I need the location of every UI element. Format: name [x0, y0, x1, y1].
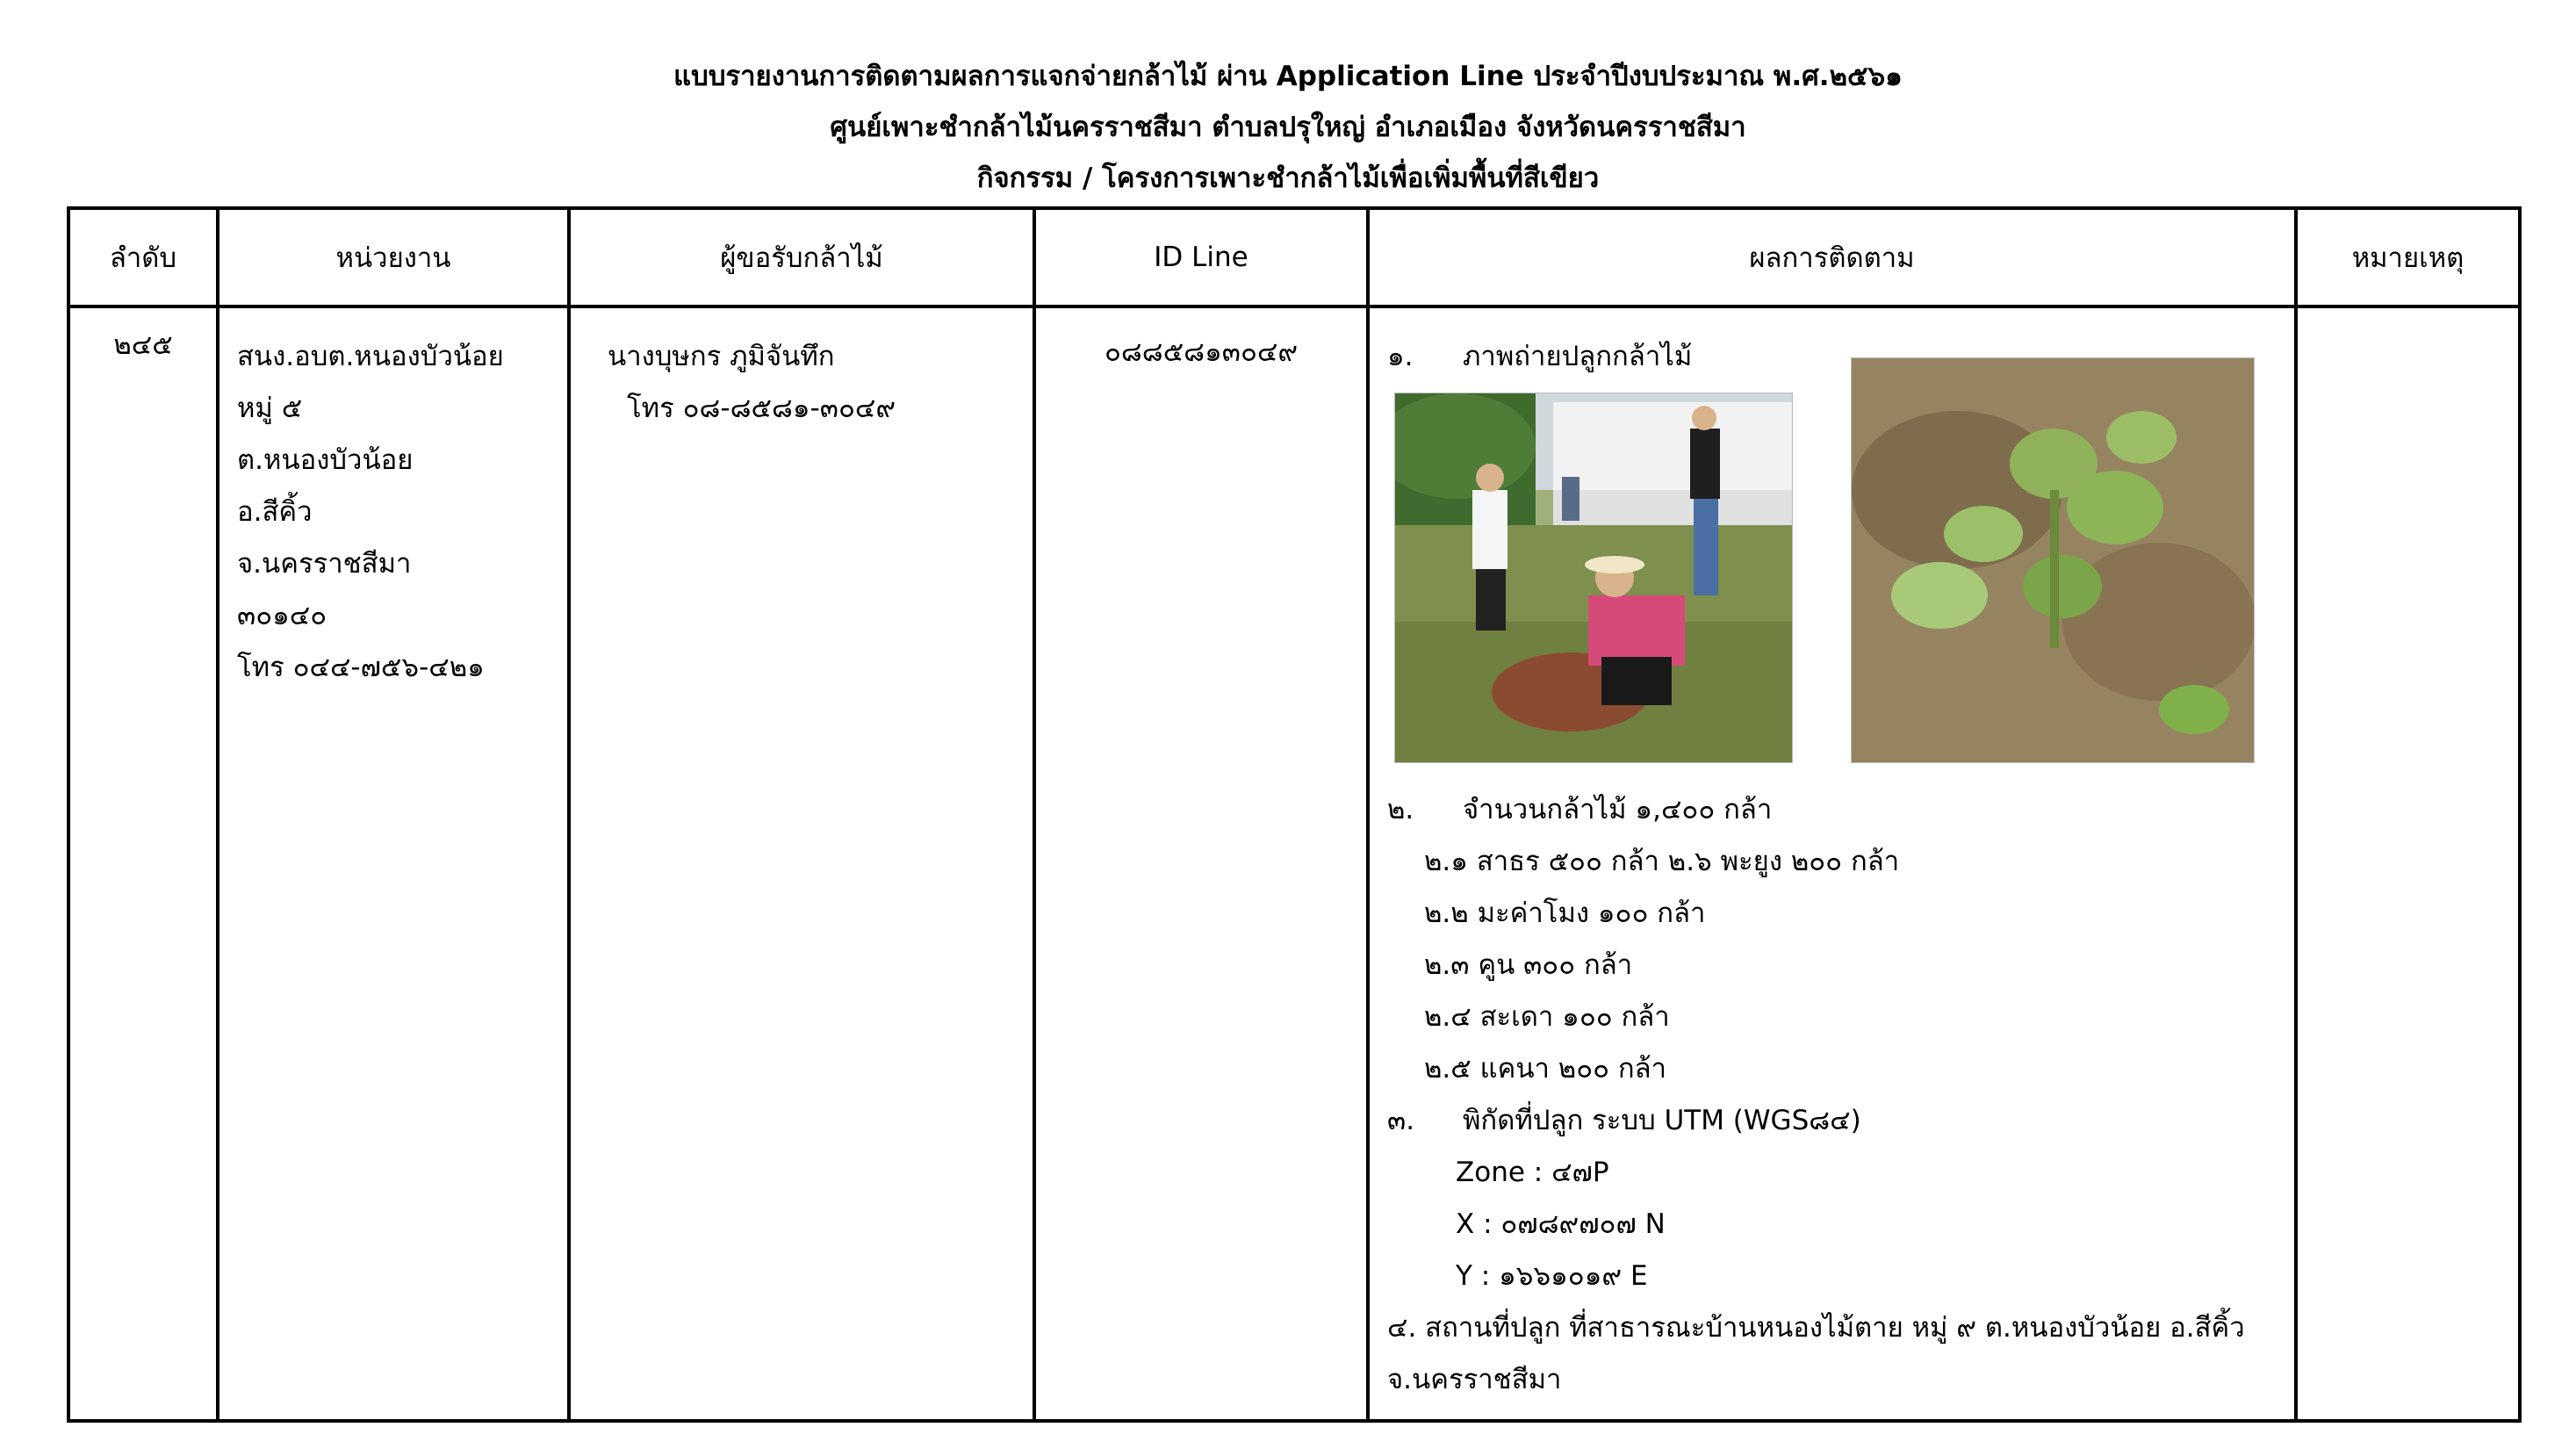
result-item-4: ๔. สถานที่ปลูก ที่สาธารณะบ้านหนองไม้ตาย หมู่ ๙ ต.หนองบัวน้อย อ.สีคิ้ว	[1387, 1312, 2245, 1344]
agency-line: สนง.อบต.หนองบัวน้อย	[237, 341, 504, 372]
recipient-cell	[569, 306, 1034, 1421]
result-item-4-cont: จ.นครราชสีมา	[1387, 1364, 1562, 1395]
agency-cell	[218, 306, 569, 1421]
agency-line: ต.หนองบัวน้อย	[237, 444, 414, 476]
item-number: ๑.	[1387, 341, 1414, 372]
seq-cell	[68, 306, 218, 1421]
document-title	[0, 51, 2576, 204]
table-row	[68, 306, 2520, 1421]
planting-photo-image	[1395, 393, 1792, 762]
coord-y: Y : ๑๖๖๑๐๑๙ E	[1456, 1260, 1648, 1292]
col-header-recipient: ผู้ขอรับกล้าไม้	[569, 208, 1034, 306]
item-label: จำนวนกล้าไม้ ๑,๔๐๐ กล้า	[1463, 794, 1773, 825]
result-item-3	[1387, 1095, 1861, 1147]
agency-line: โทร ๐๔๔-๗๕๖-๔๒๑	[237, 652, 485, 683]
sub-item: ๒.๒ มะค่าโมง ๑๐๐ กล้า	[1424, 898, 1706, 929]
sub-item: ๒.๔ สะเดา ๑๐๐ กล้า	[1424, 1001, 1670, 1033]
title-line-3: กิจกรรม / โครงการเพาะชำกล้าไม้เพื่อเพิ่มพื้นที่สีเขียว	[976, 162, 1600, 194]
result-cell	[1368, 306, 2296, 1421]
agency-line: ๓๐๑๔๐	[237, 600, 327, 631]
agency-line: จ.นครราชสีมา	[237, 548, 412, 580]
col-header-remark: หมายเหตุ	[2296, 208, 2520, 306]
report-table	[67, 206, 2522, 1423]
result-item-1	[1387, 331, 1692, 383]
header-row	[68, 208, 2520, 306]
agency-line: หมู่ ๕	[237, 393, 303, 424]
col-header-result: ผลการติดตาม	[1368, 208, 2296, 306]
result-content	[1370, 308, 2294, 1419]
item-number: ๓.	[1387, 1105, 1415, 1136]
agency-line: อ.สีคิ้ว	[237, 496, 313, 528]
coord-zone: Zone : ๔๗P	[1456, 1157, 1609, 1188]
col-header-seq: ลำดับ	[68, 208, 218, 306]
title-line-1: แบบรายงานการติดตามผลการแจกจ่ายกล้าไม้ ผ่าน Application Line ประจำปีงบประมาณ พ.ศ.๒๕๖๑	[673, 61, 1903, 92]
result-item-2	[1387, 784, 1772, 836]
id-line-value: ๐๘๘๕๘๑๓๐๔๙	[1104, 336, 1299, 368]
item-label: ภาพถ่ายปลูกกล้าไม้	[1463, 341, 1693, 372]
planting-photo	[1394, 393, 1793, 763]
item-number: ๒.	[1387, 794, 1414, 825]
sub-item: ๒.๓ คูน ๓๐๐ กล้า	[1424, 949, 1633, 981]
coord-x: X : ๐๗๘๙๗๐๗ N	[1456, 1208, 1666, 1240]
id-line-cell	[1034, 306, 1368, 1421]
col-header-id-line: ID Line	[1034, 208, 1368, 306]
sub-item: ๒.๑ สาธร ๕๐๐ กล้า ๒.๖ พะยูง ๒๐๐ กล้า	[1424, 846, 1900, 877]
item-label: พิกัดที่ปลูก ระบบ UTM (WGS๘๔)	[1463, 1105, 1861, 1136]
remark-cell	[2296, 306, 2520, 1421]
seq-value: ๒๔๕	[113, 329, 173, 361]
seedling-photo-image	[1852, 358, 2254, 762]
recipient-name: นางบุษกร ภูมิจันทึก	[608, 341, 835, 372]
seedling-photo	[1851, 357, 2255, 763]
title-line-2: ศูนย์เพาะชำกล้าไม้นครราชสีมา ตำบลปรุใหญ่ อำเภอเมือง จังหวัดนครราชสีมา	[830, 112, 1746, 143]
col-header-agency: หน่วยงาน	[218, 208, 569, 306]
recipient-phone: โทร ๐๘-๘๕๘๑-๓๐๔๙	[627, 393, 896, 424]
sub-item: ๒.๕ แคนา ๒๐๐ กล้า	[1424, 1053, 1667, 1085]
